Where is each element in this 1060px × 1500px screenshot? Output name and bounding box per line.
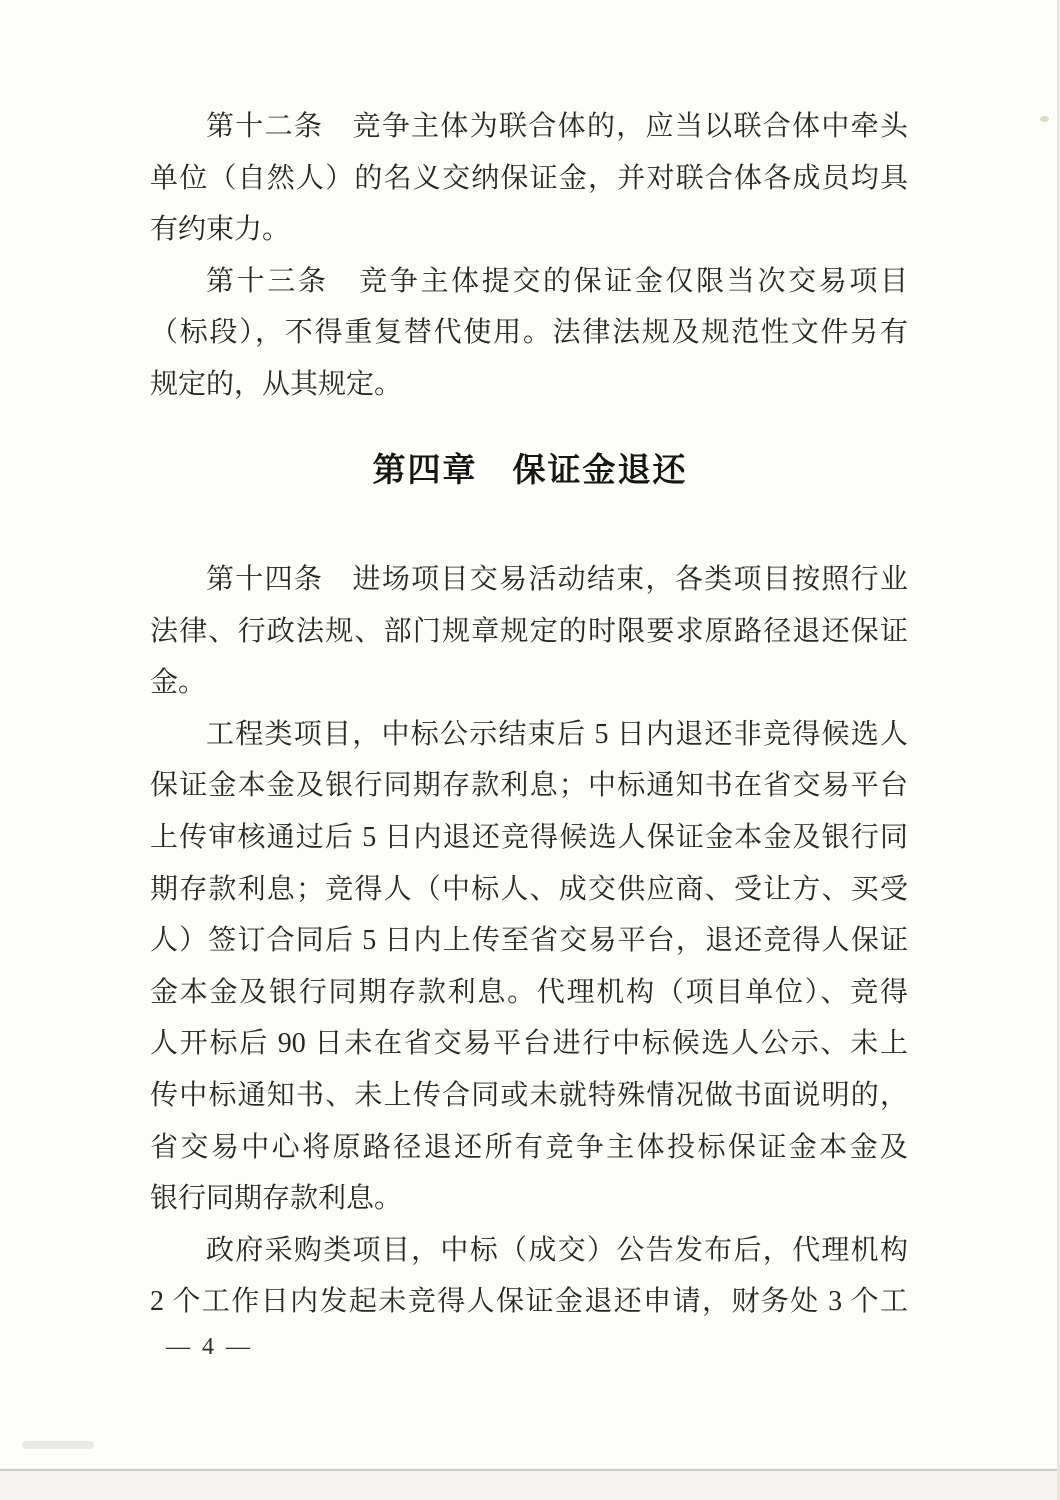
engineering-paragraph-line: 银行同期存款利息。 xyxy=(150,1183,403,1215)
article-14-line: 金。 xyxy=(150,667,207,699)
article-12-line: 有约束力。 xyxy=(150,214,291,246)
engineering-paragraph-line: 期存款利息；竞得人（中标人、成交供应商、受让方、买受 xyxy=(150,873,908,905)
engineering-paragraph-line: 人开标后 90 日未在省交易平台进行中标候选人公示、未上 xyxy=(150,1028,908,1060)
engineering-paragraph-line: 省交易中心将原路径退还所有竞争主体投标保证金本金及 xyxy=(150,1131,908,1163)
article-14-block xyxy=(150,554,908,1328)
engineering-paragraph-line: 上传审核通过后 5 日内退还竞得候选人保证金本金及银行同 xyxy=(150,821,908,853)
article-12-line: 单位（自然人）的名义交纳保证金，并对联合体各成员均具 xyxy=(150,162,908,194)
article-13-line: 第十三条 竞争主体提交的保证金仅限当次交易项目 xyxy=(206,265,908,297)
article-13-line: （标段），不得重复替代使用。法律法规及规范性文件另有 xyxy=(150,317,908,349)
engineering-paragraph-line: 传中标通知书、未上传合同或未就特殊情况做书面说明的， xyxy=(150,1079,908,1111)
chapter-heading: 第四章 保证金退还 xyxy=(372,453,688,489)
article-13-line: 规定的，从其规定。 xyxy=(150,368,403,400)
article-14-line: 第十四条 进场项目交易活动结束，各类项目按照行业 xyxy=(206,564,908,595)
scan-artifact-speck xyxy=(1040,116,1049,122)
procurement-paragraph-line: 2 个工作日内发起未竞得人保证金退还申请，财务处 3 个工 xyxy=(150,1286,908,1318)
procurement-paragraph-line: 政府采购类项目，中标（成交）公告发布后，代理机构 xyxy=(206,1234,908,1266)
engineering-paragraph-line: 保证金本金及银行同期存款利息；中标通知书在省交易平台 xyxy=(150,770,908,802)
article-14-line: 法律、行政法规、部门规章规定的时限要求原路径退还保证 xyxy=(150,615,908,647)
engineering-paragraph-line: 人）签订合同后 5 日内上传至省交易平台，退还竞得人保证 xyxy=(150,925,908,957)
scan-artifact-bottom-edge xyxy=(0,1469,1060,1500)
articles-12-13-block xyxy=(150,101,908,411)
page-number: — 4 — xyxy=(166,1334,253,1360)
article-12-line: 第十二条 竞争主体为联合体的，应当以联合体中牵头 xyxy=(206,111,908,142)
scan-artifact-smudge xyxy=(22,1441,94,1449)
engineering-paragraph-line: 工程类项目，中标公示结束后 5 日内退还非竞得候选人 xyxy=(206,718,908,750)
engineering-paragraph-line: 金本金及银行同期存款利息。代理机构（项目单位）、竞得 xyxy=(150,976,908,1008)
